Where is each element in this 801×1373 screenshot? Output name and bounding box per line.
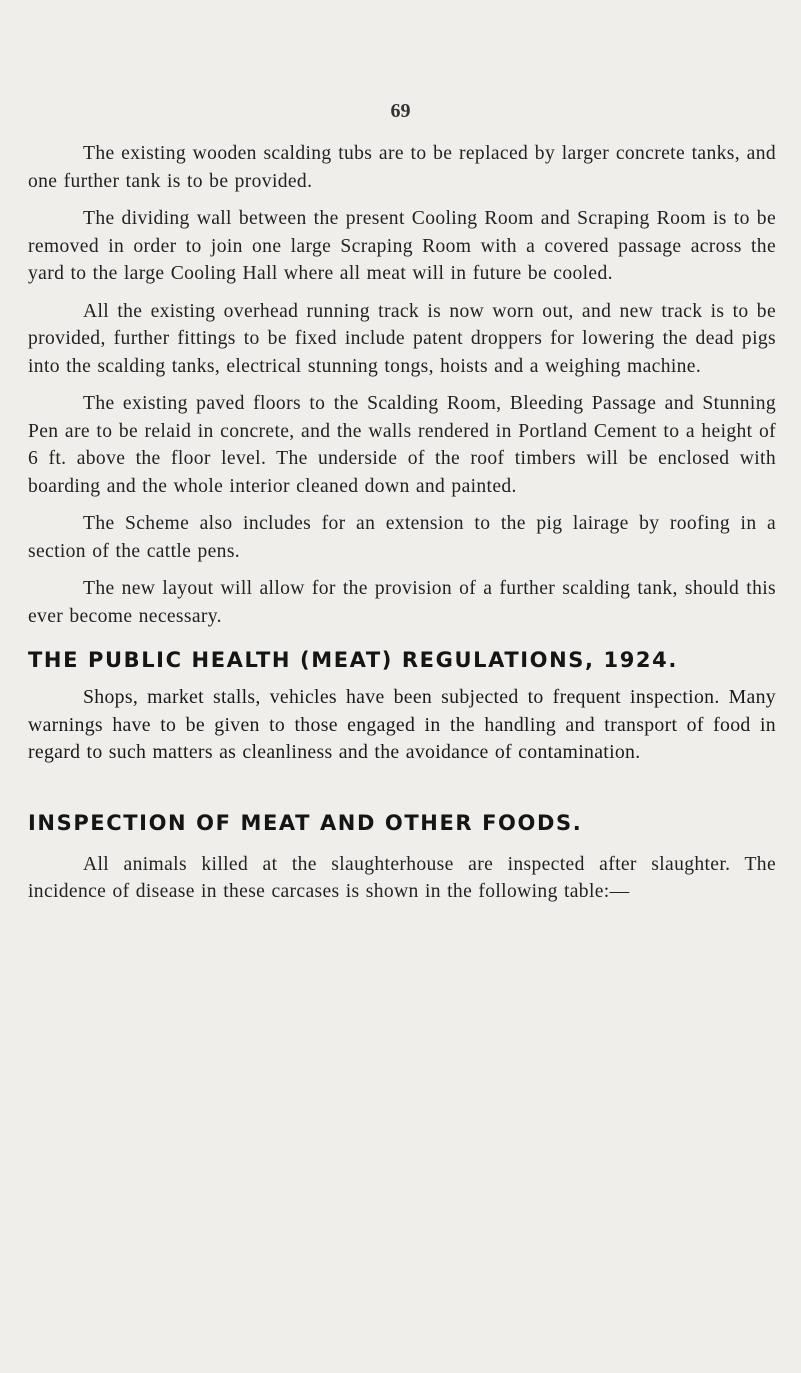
paragraph-scalding-tubs: The existing wooden scalding tubs are to be replaced by larger concrete tanks, and one further tank is to be provided. xyxy=(28,143,776,192)
page-number: 69 xyxy=(390,100,411,122)
paragraph-dividing-wall: The dividing wall between the present Cooling Room and Scraping Room is to be removed in order to join one large Scraping Room with a covered passage across the yard to the large Cooling Hall where all meat will in future be cooled. xyxy=(28,208,776,284)
section-heading-food-inspection: INSPECTION OF MEAT AND OTHER FOODS. xyxy=(28,810,583,835)
paragraph-food-inspection: All animals killed at the slaughterhouse are inspected after slaughter. The incidence of disease in these carcases is shown in the following table:— xyxy=(28,853,776,902)
page-content xyxy=(28,140,776,916)
paragraph-pig-lairage: The Scheme also includes for an extension to the pig lairage by roofing in a section of the cattle pens. xyxy=(28,513,776,562)
paragraph-new-layout: The new layout will allow for the provision of a further scalding tank, should this ever become necessary. xyxy=(28,578,776,627)
paragraph-meat-regulations: Shops, market stalls, vehicles have been subjected to frequent inspection. Many warnings have to be given to those engaged in the handling and transport of food in regard to such matters as cleanliness and the avoidance of contamination. xyxy=(28,686,776,763)
paragraph-overhead-track: All the existing overhead running track is now worn out, and new track is to be provided, further fittings to be fixed include patent droppers for lowering the dead pigs into the scalding tanks, electrical stunning tongs, hoists and a weighing machine. xyxy=(28,300,776,377)
paragraph-paved-floors: The existing paved floors to the Scalding Room, Bleeding Passage and Stunning Pen are to be relaid in concrete, and the walls rendered in Portland Cement to a height of 6 ft. above the floor level. The underside of the roof timbers will be enclosed with boarding and the whole interior cleaned down and painted. xyxy=(28,393,776,497)
section-heading-meat-regulations: THE PUBLIC HEALTH (MEAT) REGULATIONS, 1924. xyxy=(28,648,678,672)
